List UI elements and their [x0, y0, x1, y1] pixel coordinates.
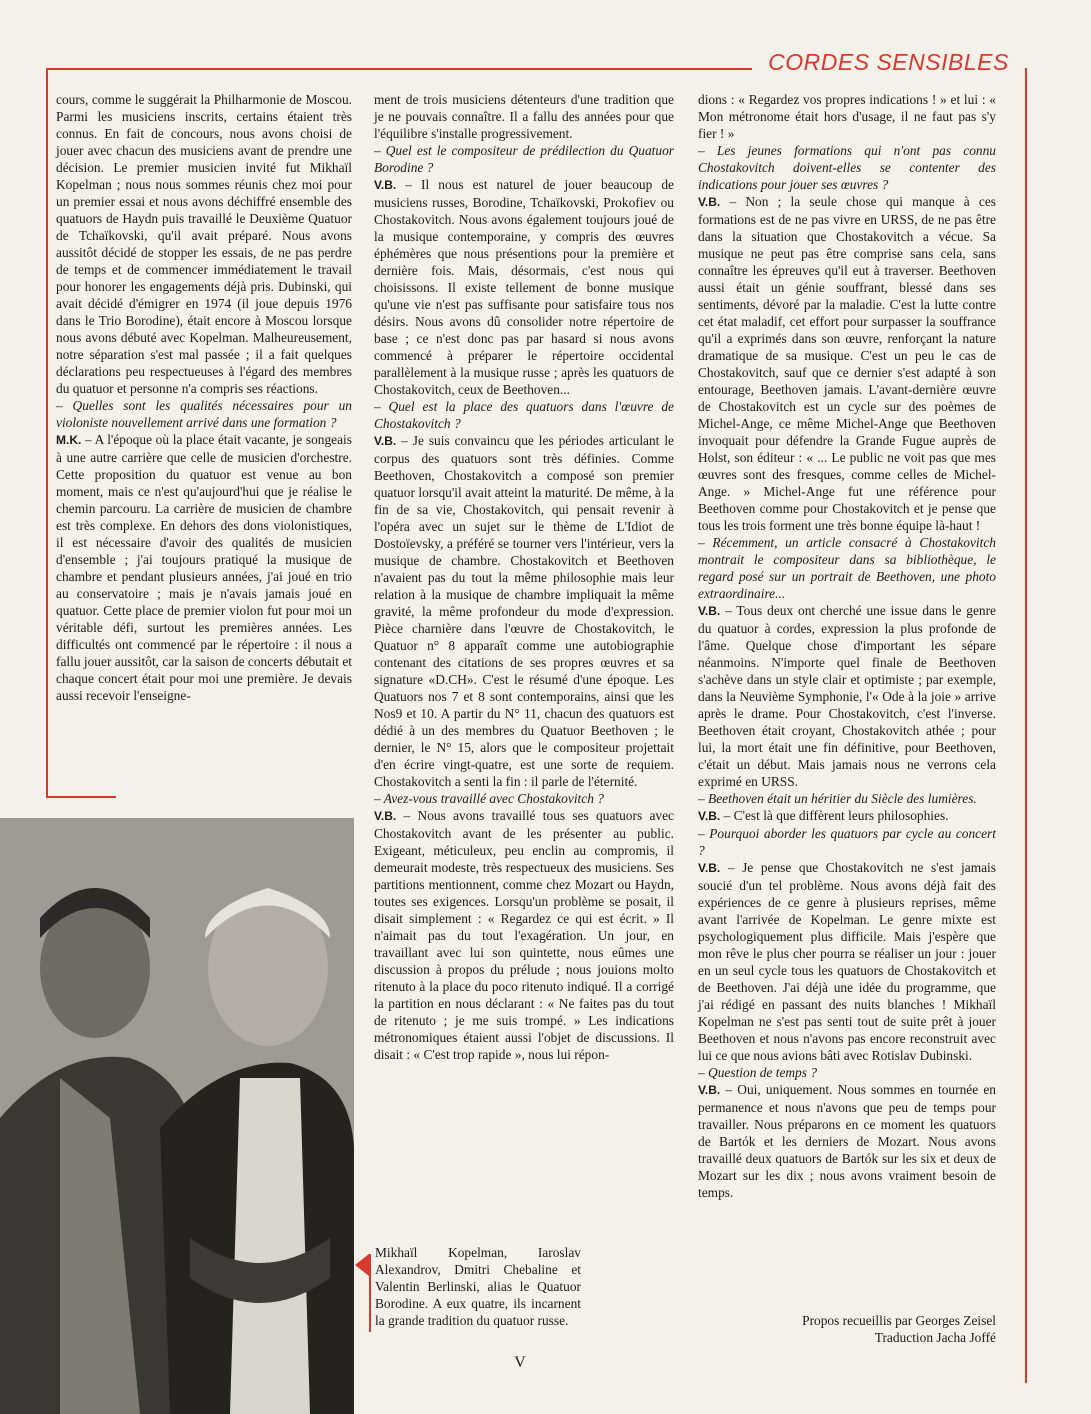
answer-text: – Je pense que Chostakovitch ne s'est jamais soucié d'un tel problème. Nous avons déjà fait des expériences de ce genre à plusieurs reprises, même avant l'arrivée de Kopelman. Le genre mixte est psychologiquement plus difficile. Mais j'espère que mon rêve le plus cher pourra se réaliser un jour : jouer en un seul cycle tous les quatuors de Chostakovitch et de Beethoven. J'ai déjà une idée du programme, que j'ai rédigé en passant des nuits blanches ! Mikhaïl Kopelman ne s'est pas senti tout de suite prêt à jouer Beethoven et nous n'avons pas encore reconstruit avec lui ce que nous avions bâti avec Rotislav Dubinski.: [698, 860, 996, 1063]
answer-text: – Tous deux ont cherché une issue dans le genre du quatuor à cordes, expression la plus profonde de l'âme. Quelque chose d'important les sépare néanmoins. N'importe quel finale de Beethoven s'achève dans un style clair et optimiste ; par exemple, dans la Neuvième Symphonie, l'« Ode à la joie » arrive après le drame. Pour Chostakovitch, c'est l'inverse. Beethoven était croyant, Chostakovitch athée ; pour lui, la mort était une fin définitive, pour Beethoven, c'était un début. Mais jamais nous ne verrons cela exprimé en URSS.: [698, 603, 996, 789]
speaker-initials: M.K.: [56, 433, 82, 447]
answer-text: – Nous avons travaillé tous ses quatuors avec Chostakovitch avant de les présenter au public. Exigeant, méticuleux, peu enclin au compromis, il demeurait modeste, très respectueux des musiciens. Ses partitions mentionnent, comme chez Mozart ou Haydn, toutes ses exigences. Lorsqu'un problème se posait, il disait simplement : « Regardez ce qui est écrit. » Il n'aimait pas du tout l'exagération. Un jour, en travaillant avec lui son quintette, nous eûmes une discussion à propos du prélude ; nous jouions molto ritenuto à la place du poco ritenuto indiqué. Il a corrigé la partition en nous déclarant : « Ne faites pas du tout de ritenuto ; je me suis trompé. » Les indications métronomiques étaient aussi l'objet de discussions. Il disait : « C'est trop rapide », nous lui répon-: [374, 808, 674, 1062]
photo-caption: Mikhaïl Kopelman, Iaroslav Alexandrov, Dmitri Chebaline et Valentin Berlinski, alias le Quatuor Borodine. A eux quatre, ils incarnent la grande tradition du quatuor russe.: [375, 1245, 581, 1328]
question-text: – Quel est la place des quatuors dans l'œuvre de Chostakovitch ?: [374, 399, 674, 431]
speaker-initials: V.B.: [698, 861, 721, 875]
caption-pointer-icon: [355, 1254, 369, 1276]
question-text: – Quelles sont les qualités nécessaires pour un violoniste nouvellement arrivé dans une formation ?: [56, 398, 352, 430]
credit-translation: Traduction Jacha Joffé: [874, 1330, 996, 1345]
red-frame-left-rule: [46, 68, 48, 796]
red-frame-top-rule: [46, 68, 752, 70]
speaker-initials: V.B.: [374, 434, 397, 448]
answer-text: – Je suis convaincu que les périodes articulant le corpus des quatuors sont très définies. Comme Beethoven, Chostakovitch a composé son premier quatuor lorsqu'il avait atteint la maturité. De même, à la fin de sa vie, Chostakovitch, qui pensait revenir à l'opéra avec un sujet sur le thème de L'Idiot de Dostoïevsky, a préféré se tourner vers l'intérieur, vers la musique de chambre. Chostakovitch et Beethoven n'avaient pas du tout la même philosophie mais leur relation à la musique de chambre impliquait la même gravité, la même profondeur du mode d'expression. Pièce charnière dans l'œuvre de Chostakovitch, le Quatuor n° 8 apparaît comme une autobiographie contenant des citations de ses propres œuvres et sa signature «D.CH». C'est le résumé d'une époque. Les Quatuors nos 7 et 8 sont contemporains, ainsi que les Nos9 et 10. A partir du N° 11, chacun des quatuors est dédié à un des membres du Quatuor Beethoven ; le dernier, le N° 15, alors que le compositeur projettait d'en écrire vingt-quatre, est une sorte de requiem. Chostakovitch a senti la fin : il parle de l'éternité.: [374, 433, 674, 789]
question-text: – Les jeunes formations qui n'ont pas connu Chostakovitch doivent-elles se contenter des indications pour jouer ses œuvres ?: [698, 143, 996, 192]
interview-question: [698, 1064, 996, 1081]
text-column-2: [374, 91, 674, 1063]
caption-rule: [369, 1254, 371, 1332]
credit-interview: Propos recueillis par Georges Zeisel: [802, 1313, 996, 1328]
answer-text: – Non ; la seule chose qui manque à ces formations est de ne pas vivre en URSS, de ne pas être dans la situation que Chostakovitch a vécue. Sa musique ne peut pas être comprise sans cela, sans connaître les épreuves qu'il eut à traverser. Beethoven aussi était un génie souffrant, blessé dans ses sentiments, dévoré par la maladie. C'est la lutte contre cet état maladif, cet effort pour surpasser la souffrance qu'il a exprimés dans son œuvre, renforçant la nature dramatique de sa musique. C'est un peu le cas de Chostakovitch, sauf que ce dernier s'est adapté à son entourage, Beethoven jamais. L'avant-dernière œuvre de Chostakovitch est un cycle sur des poèmes de Michel-Ange, ce même Michel-Ange que Beethoven invoquait pour défendre la Grande Fugue auprès de Holst, son éditeur : « ... Le public ne voit pas que mes œuvres sont des fresques, comme celles de Michel-Ange. » Michel-Ange fut une référence pour Beethoven comme pour Chostakovitch et je pense que tous les trois forment une très bonne équipe là-haut !: [698, 194, 996, 533]
speaker-initials: V.B.: [374, 178, 397, 192]
body-paragraph: ment de trois musiciens détenteurs d'une tradition que je ne pouvais connaître. Il a fallu des années pour que l'équilibre s'installe progressivement.: [374, 92, 674, 141]
speaker-initials: V.B.: [698, 195, 721, 209]
speaker-initials: V.B.: [698, 1083, 721, 1097]
red-frame-bottom-rule: [46, 796, 116, 798]
quartet-photo: [0, 818, 354, 1414]
interview-question: [698, 534, 996, 602]
interview-answer: [56, 431, 352, 704]
red-frame-right-rule: [1025, 68, 1027, 1383]
answer-text: – A l'époque où la place était vacante, je songeais à une autre carrière que celle de musicien d'orchestre. Cette proposition du quatuor est venue au bon moment, mais ce n'est qu'aujourd'hui que je réalise le chemin parcouru. La carrière de musicien de chambre est très complexe. En dehors des dons violonistiques, il est nécessaire d'avoir des qualités de musicien d'ensemble ; j'ai toujours pratiqué la musique de chambre et pendant plusieurs années, j'ai joué en trio au conservatoire ; mais je n'avais jamais joué en quatuor. Cette place de premier violon fut pour moi un véritable défi, surtout les premières années. Les difficultés ont commencé par le répertoire : il nous a fallu jouer aussitôt, car la saison de concerts débutait et chaque concert était pour moi une première. Je devais aussi recevoir l'enseigne-: [56, 432, 352, 703]
interview-answer: [698, 193, 996, 534]
interview-question: [374, 398, 674, 432]
body-paragraph: dions : « Regardez vos propres indications ! » et lui : « Mon métronome était hors d'usage, il ne faut pas s'y fier ! »: [698, 92, 996, 141]
question-text: – Pourquoi aborder les quatuors par cycle au concert ?: [698, 826, 996, 858]
page-number: V: [514, 1354, 526, 1371]
question-text: – Quel est le compositeur de prédilection du Quatuor Borodine ?: [374, 143, 674, 175]
answer-text: – C'est là que diffèrent leurs philosophies.: [720, 808, 949, 823]
question-text: – Avez-vous travaillé avec Chostakovitch ?: [374, 791, 604, 806]
answer-text: – Il nous est naturel de jouer beaucoup de musiciens russes, Borodine, Tchaïkovski, Prokofiev ou Chostakovitch. Nous avons également toujours joué de la musique contemporaine, y compris des œuvres éphémères que nous présentions pour la première et dernière fois. Mais, désormais, c'est nous qui choisissons. Il existe tellement de bonne musique qu'une vie n'est pas suffisante pour satisfaire tous nos désirs. Nous avons dû consolider notre répertoire de base ; ce n'est donc pas par hasard si nous avons commencé à préparer le répertoire occidental parallèlement à la musique russe ; après les quatuors de Chostakovitch, ceux de Beethoven...: [374, 177, 674, 397]
question-text: – Beethoven était un héritier du Siècle des lumières.: [698, 791, 977, 806]
interview-answer: [374, 807, 674, 1063]
section-rubric: CORDES SENSIBLES: [768, 49, 1009, 75]
text-column-1: [56, 91, 352, 704]
body-paragraph: cours, comme le suggérait la Philharmonie de Moscou. Parmi les musiciens inscrits, certains étaient très connus. En fait de concours, nous avons choisi de jouer avec chacun des musiciens avant de prendre une décision. Le premier musicien invité fut Mikhaïl Kopelman ; nous nous sommes réunis chez moi pour un premier essai et nous avons déchiffré ensemble des quatuors de Haydn puis travaillé le Deuxième Quatuor de Tchaïkovski, qu'il avait préparé. Nous avons aussitôt décidé de stopper les essais, de ne pas perdre de temps et de commencer immédiatement le travail pour honorer les engagements déjà pris. Dubinski, qui avait décidé d'émigrer en 1974 (il joue depuis 1976 dans le Trio Borodine), était encore à Moscou lorsque nous avons débuté avec Kopelman. Malheureusement, notre séparation s'est mal passée ; il a fait quelques déclarations peu respectueuses à l'égard des membres du quatuor et personne n'a compris ses réactions.: [56, 92, 352, 396]
answer-text: – Oui, uniquement. Nous sommes en tournée en permanence et nous n'avons que peu de temps pour travailler. Nous préparons en ce moment les quatuors de Bartók et les derniers de Mozart. Nous avons travaillé deux quatuors de Bartók sur les six et deux de Mozart sur les dix ; nous avons vraiment besoin de temps.: [698, 1082, 996, 1200]
interview-answer: [698, 602, 996, 790]
speaker-initials: V.B.: [698, 604, 721, 618]
interview-answer: [374, 432, 674, 790]
interview-answer: [374, 176, 674, 398]
interview-question: [374, 142, 674, 176]
interview-answer: [698, 859, 996, 1064]
speaker-initials: V.B.: [374, 809, 397, 823]
question-text: – Récemment, un article consacré à Chostakovitch montrait le compositeur dans sa bibliothèque, le regard posé sur un portrait de Beethoven, une photo extraordinaire...: [698, 535, 996, 601]
interview-answer: [698, 1081, 996, 1201]
interview-answer: [698, 807, 996, 825]
interview-question: [56, 397, 352, 431]
credits: [698, 1312, 996, 1346]
speaker-initials: V.B.: [698, 809, 721, 823]
question-text: – Question de temps ?: [698, 1065, 818, 1080]
photo-illustration: [0, 818, 354, 1414]
interview-question: [698, 142, 996, 193]
text-column-3: [698, 91, 996, 1201]
interview-question: [374, 790, 674, 807]
interview-question: [698, 825, 996, 859]
interview-question: [698, 790, 996, 807]
